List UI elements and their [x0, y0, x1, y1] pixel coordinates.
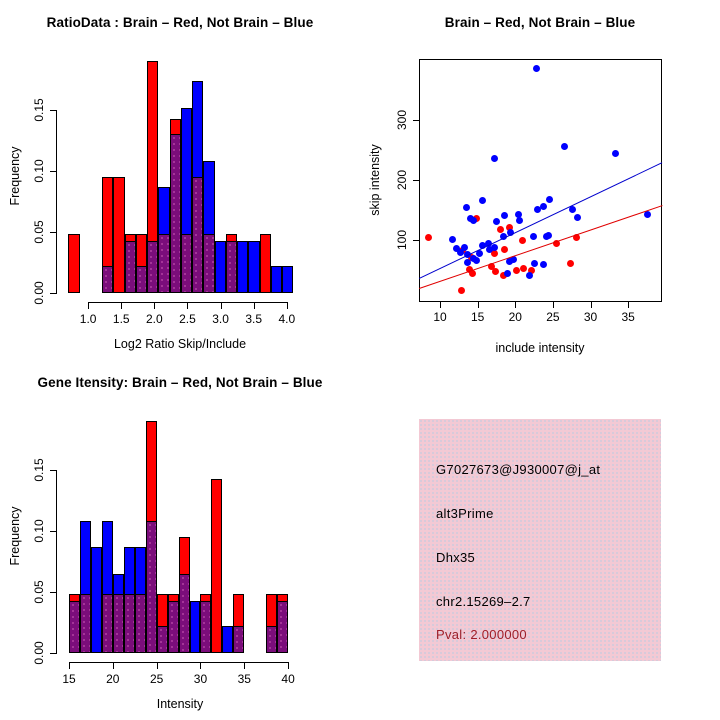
histogram-bar-overlap: [179, 574, 190, 653]
histogram-bar-overlap: [168, 601, 179, 653]
histogram-bar-overlap: [102, 266, 113, 293]
y-tick: [413, 180, 419, 181]
x-tick-label: 1.5: [112, 312, 130, 326]
scatter-point-not-brain: [531, 260, 538, 267]
ratio-histogram-panel: [0, 0, 360, 360]
histogram-bar-blue: [215, 241, 226, 293]
x-tick-label: 1.0: [79, 312, 97, 326]
y-tick: [50, 470, 56, 471]
histogram-bar-red: [211, 479, 222, 653]
panel-title: RatioData : Brain – Red, Not Brain – Blue: [46, 15, 314, 30]
x-tick: [113, 662, 114, 669]
x-tick: [221, 302, 222, 309]
scatter-point-brain: [501, 246, 508, 253]
x-tick: [288, 662, 289, 669]
x-tick-label: 25: [546, 310, 560, 324]
x-tick-label: 20: [106, 672, 120, 686]
gene-intensity-histogram-panel: [0, 360, 360, 720]
histogram-bar-overlap: [146, 521, 157, 653]
panel-title: Gene Itensity: Brain – Red, Not Brain – Blue: [37, 375, 323, 390]
histogram-bar-blue: [91, 547, 102, 653]
scatter-point-not-brain: [530, 233, 537, 240]
histogram-bar-overlap: [233, 626, 244, 653]
scatter-point-brain: [567, 260, 574, 267]
y-axis-line: [56, 470, 57, 654]
y-tick: [413, 240, 419, 241]
histogram-bar-overlap: [170, 134, 181, 293]
scatter-point-not-brain: [561, 143, 568, 150]
x-tick-label: 3.5: [245, 312, 263, 326]
x-tick-label: 4.0: [278, 312, 296, 326]
scatter-point-not-brain: [464, 259, 471, 266]
scatter-point-brain: [519, 237, 526, 244]
y-axis-label: skip intensity: [368, 144, 382, 216]
x-tick-label: 25: [149, 672, 164, 686]
x-tick: [591, 302, 592, 308]
x-tick-label: 35: [237, 672, 251, 686]
scatter-point-not-brain: [543, 233, 550, 240]
gene-name-text: Dhx35: [436, 550, 476, 565]
y-tick-label: 0.00: [32, 641, 46, 665]
x-tick: [478, 302, 479, 308]
x-tick-label: 15: [470, 310, 485, 324]
y-tick: [50, 171, 56, 172]
y-tick-label: 0.10: [32, 519, 46, 543]
histogram-bar-overlap: [136, 266, 147, 293]
scatter-point-brain: [497, 226, 504, 233]
x-tick: [121, 302, 122, 309]
histogram-bar-red: [113, 177, 124, 293]
y-tick-label: 0.05: [32, 580, 46, 604]
panel-title: Brain – Red, Not Brain – Blue: [444, 15, 636, 30]
histogram-bar-blue: [248, 241, 259, 293]
x-axis-label: Intensity: [156, 697, 204, 711]
x-tick: [440, 302, 441, 308]
histogram-bar-overlap: [135, 594, 146, 653]
histogram-bar-blue: [237, 241, 248, 293]
y-tick: [50, 232, 56, 233]
scatter-point-not-brain: [501, 212, 508, 219]
x-tick: [200, 662, 201, 669]
x-tick: [187, 302, 188, 309]
histogram-bar-overlap: [200, 601, 211, 653]
histogram-bar-blue: [271, 266, 282, 293]
y-tick: [50, 110, 56, 111]
y-tick: [413, 120, 419, 121]
y-tick-label: 0.10: [32, 159, 46, 183]
histogram-bar-overlap: [157, 626, 168, 653]
scatter-point-not-brain: [449, 236, 456, 243]
gene-info-panel: [360, 360, 720, 720]
y-tick-label: 0.15: [32, 458, 46, 482]
histogram-bar-overlap: [192, 177, 203, 293]
scatter-point-brain: [520, 265, 527, 272]
x-tick: [157, 662, 158, 669]
x-tick: [244, 662, 245, 669]
x-axis-label: include intensity: [495, 341, 585, 355]
histogram-bar-overlap: [266, 626, 277, 653]
scatter-point-not-brain: [526, 272, 533, 279]
scatter-point-not-brain: [540, 203, 547, 210]
x-tick-label: 3.0: [212, 312, 229, 326]
x-tick-label: 2.5: [179, 312, 196, 326]
histogram-bar-overlap: [147, 241, 158, 293]
y-tick-label: 300: [395, 110, 409, 131]
x-tick-label: 30: [193, 672, 208, 686]
scatter-point-not-brain: [470, 217, 477, 224]
histogram-bar-overlap: [69, 601, 80, 653]
histogram-bar-overlap: [102, 594, 113, 653]
x-tick: [287, 302, 288, 309]
histogram-bar-overlap: [124, 594, 135, 653]
y-axis-label: Frequency: [8, 506, 22, 566]
x-tick-label: 40: [281, 672, 295, 686]
x-tick: [628, 302, 629, 308]
histogram-bar-overlap: [226, 241, 237, 293]
scatter-point-brain: [458, 287, 465, 294]
gene-info-box: [419, 419, 661, 661]
scatter-point-brain: [425, 234, 432, 241]
y-tick-label: 200: [395, 170, 409, 191]
x-tick: [69, 662, 70, 669]
histogram-bar-overlap: [125, 241, 136, 293]
histogram-bar-overlap: [181, 234, 192, 293]
scatter-point-not-brain: [473, 257, 480, 264]
histogram-bar-overlap: [203, 234, 214, 293]
y-axis-line: [56, 110, 57, 294]
scatter-plot-area: [360, 0, 720, 360]
x-axis-line: [69, 662, 289, 663]
histogram-bar-blue: [190, 601, 201, 653]
x-tick-label: 10: [433, 310, 447, 324]
histogram-bar-blue: [282, 266, 293, 293]
y-tick: [50, 531, 56, 532]
intensity-scatter-panel: [360, 0, 720, 360]
x-tick: [254, 302, 255, 309]
x-tick-label: 35: [621, 310, 635, 324]
scatter-point-not-brain: [540, 261, 547, 268]
y-tick-label: 0.05: [32, 220, 46, 244]
histogram-bar-red: [260, 234, 271, 293]
scatter-point-not-brain: [457, 249, 464, 256]
y-tick: [50, 592, 56, 593]
histogram-bar-overlap: [113, 594, 124, 653]
y-tick: [50, 653, 56, 654]
scatter-point-not-brain: [612, 150, 619, 157]
y-tick: [50, 293, 56, 294]
histogram-bar-overlap: [158, 234, 169, 293]
locus-text: chr2.15269–2.7: [436, 594, 531, 609]
y-tick-label: 0.00: [32, 281, 46, 305]
y-axis-label: Frequency: [8, 146, 22, 206]
probe-id-text: G7027673@J930007@j_at: [436, 462, 601, 477]
y-tick-label: 100: [395, 230, 409, 251]
histogram-bar-overlap: [277, 601, 288, 653]
x-tick-label: 15: [62, 672, 76, 686]
histogram-bar-blue: [222, 626, 233, 653]
x-tick: [154, 302, 155, 309]
x-tick-label: 2.0: [146, 312, 163, 326]
x-tick-label: 20: [508, 310, 522, 324]
pval-text: Pval: 2.000000: [436, 627, 527, 642]
y-tick-label: 0.15: [32, 98, 46, 122]
x-axis-label: Log2 Ratio Skip/Include: [113, 337, 247, 351]
scatter-point-not-brain: [479, 197, 486, 204]
splice-type-text: alt3Prime: [436, 506, 494, 521]
gene-histogram-plot-area: [0, 360, 360, 720]
x-tick-label: 30: [583, 310, 598, 324]
x-tick: [88, 302, 89, 309]
scatter-point-not-brain: [533, 65, 540, 72]
histogram-bar-overlap: [80, 594, 91, 653]
x-tick: [553, 302, 554, 308]
x-tick: [515, 302, 516, 308]
histogram-bar-red: [68, 234, 79, 293]
scatter-point-not-brain: [504, 270, 511, 277]
ratio-histogram-plot-area: [0, 0, 360, 360]
